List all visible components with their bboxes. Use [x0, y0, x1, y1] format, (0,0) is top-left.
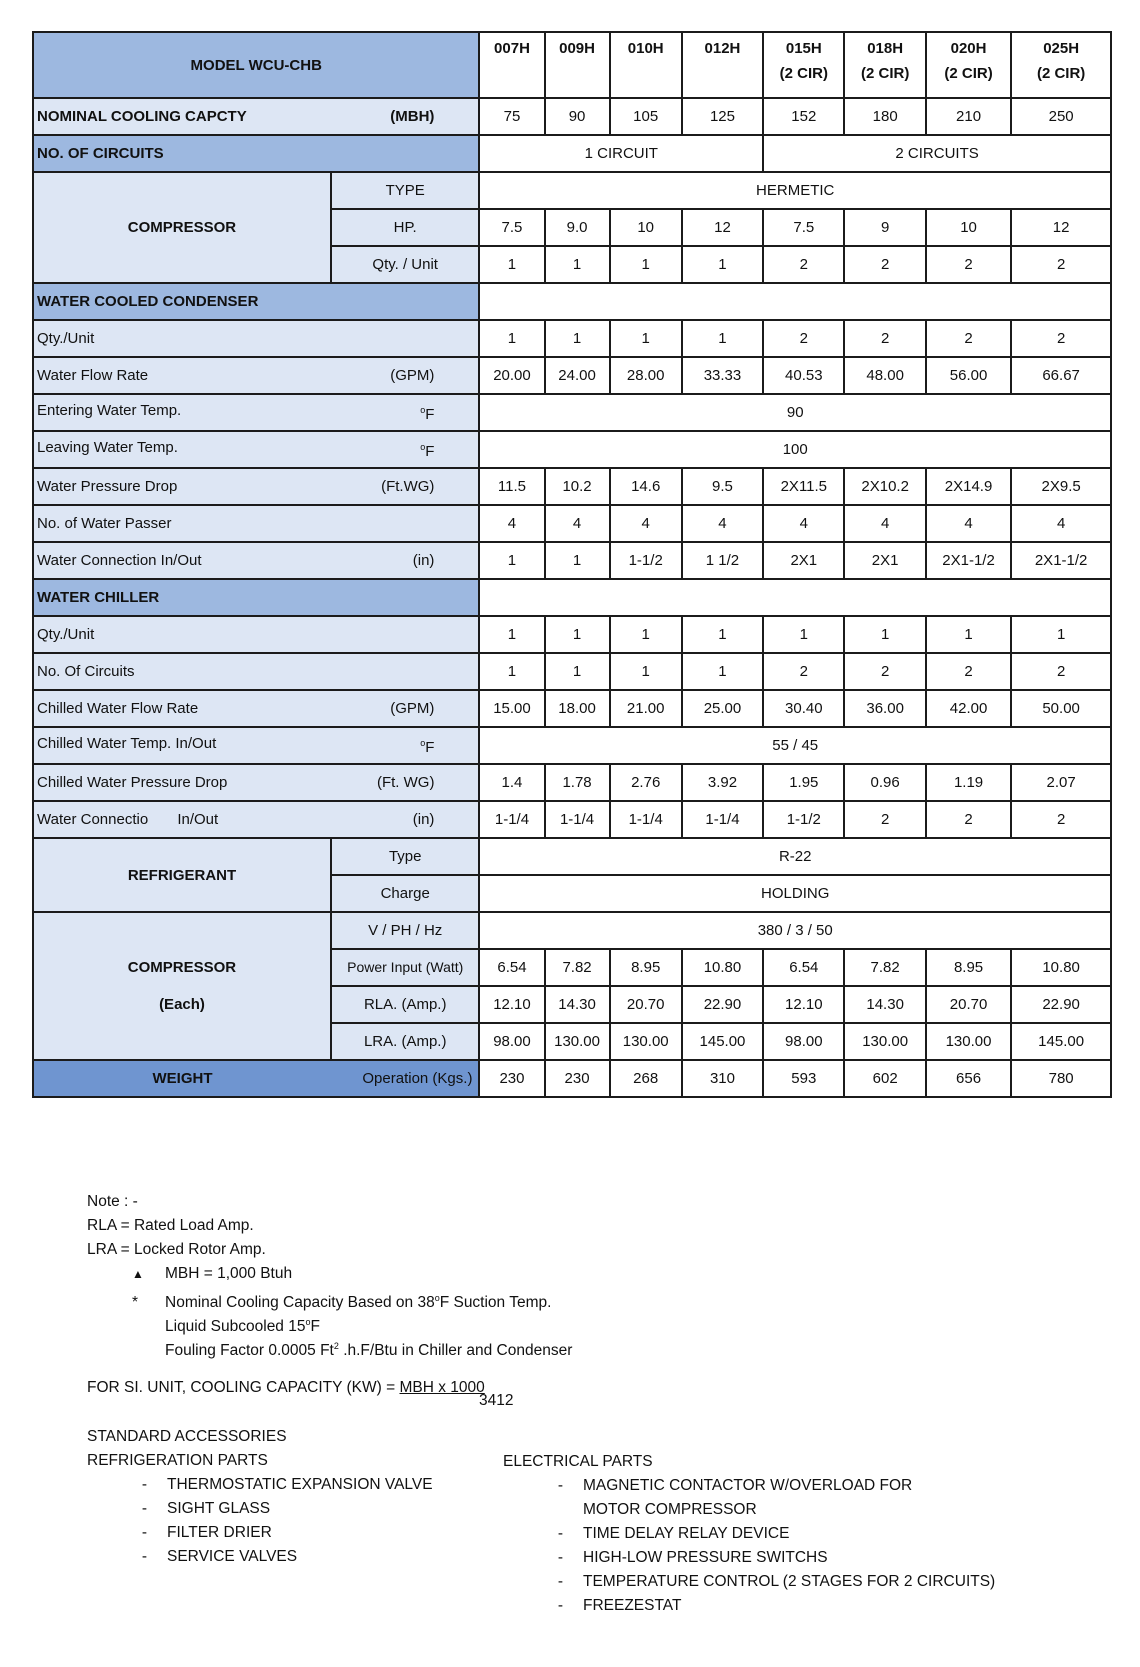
row-label-cell	[33, 764, 479, 801]
value-cell: 1	[682, 320, 763, 357]
value-cell: HOLDING	[479, 875, 1111, 912]
value-cell: 1	[479, 246, 544, 283]
model-code: 018H	[867, 40, 904, 57]
value-cell: 2	[926, 801, 1011, 838]
value-cell: 7.82	[545, 949, 610, 986]
value-cell: 4	[545, 505, 610, 542]
value-cell: 42.00	[926, 690, 1011, 727]
value-cell: 1 1/2	[682, 542, 763, 579]
row-unit: $^o$F	[420, 738, 435, 756]
value-cell: 66.67	[1011, 357, 1111, 394]
value-cell: 33.33	[682, 357, 763, 394]
value-cell: 1	[1011, 616, 1111, 653]
si-denominator: 3412	[479, 1392, 514, 1409]
value-cell: 130.00	[545, 1023, 610, 1060]
note-nominal: * Nominal Cooling Capacity Based on 38$^o$F Suction Temp.	[87, 1286, 1087, 1310]
model-header	[682, 32, 763, 98]
table-row	[33, 357, 1111, 394]
value-cell: 6.54	[763, 949, 844, 986]
value-cell: 1	[844, 616, 925, 653]
value-cell: 9.5	[682, 468, 763, 505]
list-item: - MAGNETIC CONTACTOR W/OVERLOAD FOR	[557, 1477, 913, 1494]
value-cell: 100	[479, 431, 1111, 468]
value-cell: 4	[479, 505, 544, 542]
model-sub: (2 CIR)	[779, 65, 828, 82]
value-cell: 2	[763, 246, 844, 283]
value-cell: 125	[682, 98, 763, 135]
value-cell: 9	[844, 209, 925, 246]
value-cell: 180	[844, 98, 925, 135]
value-cell: 4	[1011, 505, 1111, 542]
row-label: Chilled Water Pressure Drop	[37, 774, 228, 791]
list-item: - SIGHT GLASS	[141, 1500, 271, 1517]
value-cell: 1-1/4	[545, 801, 610, 838]
value-cell: 4	[610, 505, 682, 542]
value-cell: 145.00	[1011, 1023, 1111, 1060]
compressor-type-row	[33, 172, 1111, 209]
value-cell: 98.00	[479, 1023, 544, 1060]
note-lra: LRA = Locked Rotor Amp.	[87, 1241, 266, 1258]
value-cell: 1.78	[545, 764, 610, 801]
table-row	[33, 431, 1111, 468]
value-cell: 15.00	[479, 690, 544, 727]
value-cell: 2	[844, 653, 925, 690]
value-cell: 2	[844, 320, 925, 357]
sub-label: RLA. (Amp.)	[331, 986, 479, 1023]
value-cell: 8.95	[926, 949, 1011, 986]
row-unit: $^o$F	[420, 442, 435, 460]
value-cell: 8.95	[610, 949, 682, 986]
value-cell: 152	[763, 98, 844, 135]
value-cell: 1	[545, 653, 610, 690]
row-label: Entering Water Temp.	[37, 402, 182, 419]
value-cell: 130.00	[610, 1023, 682, 1060]
value-cell: 602	[844, 1060, 925, 1097]
value-cell: 593	[763, 1060, 844, 1097]
model-sub: (2 CIR)	[944, 65, 993, 82]
value-cell: 2	[926, 653, 1011, 690]
value-cell: 36.00	[844, 690, 925, 727]
value-cell: 55 / 45	[479, 727, 1111, 764]
value-cell: 90	[545, 98, 610, 135]
compressor-group: COMPRESSOR	[33, 172, 331, 283]
value-cell: 20.70	[926, 986, 1011, 1023]
value-cell: 1	[610, 653, 682, 690]
comp-each-vph-row	[33, 912, 1111, 949]
sub-label: TYPE	[331, 172, 479, 209]
row-unit: (MBH)	[390, 108, 435, 125]
value-cell: 1	[479, 542, 544, 579]
nominal-row	[33, 98, 1111, 135]
value-cell: 1	[545, 320, 610, 357]
value-cell: 1	[479, 320, 544, 357]
value-cell: 20.70	[610, 986, 682, 1023]
refrigerant-group: REFRIGERANT	[33, 838, 331, 912]
value-cell: 4	[926, 505, 1011, 542]
value-cell: 1	[682, 616, 763, 653]
model-sub	[480, 59, 543, 89]
row-label-cell	[33, 320, 479, 357]
value-cell: 40.53	[763, 357, 844, 394]
type-value: HERMETIC	[479, 172, 1111, 209]
value-cell: 2	[844, 246, 925, 283]
value-cell: 28.00	[610, 357, 682, 394]
table-row	[33, 394, 1111, 431]
value-cell: 2	[926, 246, 1011, 283]
row-label-cell	[33, 727, 479, 764]
value-cell: 2X1-1/2	[926, 542, 1011, 579]
model-sub	[683, 59, 762, 89]
table-row	[33, 653, 1111, 690]
row-label: Water Pressure Drop	[37, 478, 178, 495]
value-cell: 12	[1011, 209, 1111, 246]
value-cell: 2	[763, 653, 844, 690]
row-label: Qty./Unit	[37, 626, 95, 643]
value-cell: 1	[545, 542, 610, 579]
value-cell: 24.00	[545, 357, 610, 394]
row-label-cell	[33, 653, 479, 690]
value-cell: 7.5	[763, 209, 844, 246]
group-label: COMPRESSOR	[127, 959, 237, 976]
list-item: - TEMPERATURE CONTROL (2 STAGES FOR 2 CIRCUITS)	[557, 1573, 996, 1590]
table-row	[33, 542, 1111, 579]
table-row	[33, 764, 1111, 801]
value-cell: 10	[926, 209, 1011, 246]
value-cell: 1	[610, 320, 682, 357]
table-row	[33, 468, 1111, 505]
row-label: Chilled Water Flow Rate	[37, 700, 199, 717]
value-cell: 310	[682, 1060, 763, 1097]
row-unit: (in)	[412, 811, 435, 828]
value-cell: 1	[545, 616, 610, 653]
row-label-cell	[33, 690, 479, 727]
row-label-cell	[33, 505, 479, 542]
value-cell: 20.00	[479, 357, 544, 394]
row-label: Water Flow Rate	[37, 367, 149, 384]
value-cell: 2X1	[844, 542, 925, 579]
model-title: MODEL WCU-CHB	[33, 32, 479, 98]
model-header	[763, 32, 844, 98]
value-cell: 11.5	[479, 468, 544, 505]
value-cell: 1	[479, 653, 544, 690]
model-header	[1011, 32, 1111, 98]
model-sub: (2 CIR)	[1036, 65, 1086, 82]
value-cell: 14.6	[610, 468, 682, 505]
row-label: Water Connectio In/Out	[37, 811, 219, 828]
triangle-icon: ▲	[132, 1267, 144, 1281]
row-label-cell	[33, 394, 479, 431]
value-cell: 6.54	[479, 949, 544, 986]
condenser-header-row	[33, 283, 1111, 320]
value-cell: 30.40	[763, 690, 844, 727]
value-cell: 4	[844, 505, 925, 542]
row-unit: (Ft. WG)	[376, 774, 435, 791]
value-cell: 2	[926, 320, 1011, 357]
model-code: 020H	[950, 40, 987, 57]
value-cell: 656	[926, 1060, 1011, 1097]
value-cell: 1-1/4	[610, 801, 682, 838]
sub-label: Charge	[331, 875, 479, 912]
condenser-label: WATER COOLED CONDENSER	[33, 283, 479, 320]
header-row	[33, 32, 1111, 98]
weight-label: WEIGHT	[33, 1060, 331, 1097]
sub-label: Power Input (Watt)	[331, 949, 479, 986]
sub-label: Qty. / Unit	[331, 246, 479, 283]
refrigerant-type-row	[33, 838, 1111, 875]
one-circuit: 1 CIRCUIT	[479, 135, 763, 172]
value-cell: 9.0	[545, 209, 610, 246]
value-cell: 4	[763, 505, 844, 542]
model-header	[610, 32, 682, 98]
row-unit: (in)	[412, 552, 435, 569]
value-cell: R-22	[479, 838, 1111, 875]
value-cell: 268	[610, 1060, 682, 1097]
value-cell: 2X10.2	[844, 468, 925, 505]
value-cell: 2	[844, 801, 925, 838]
value-cell: 14.30	[844, 986, 925, 1023]
value-cell: 1-1/2	[610, 542, 682, 579]
list-item: - HIGH-LOW PRESSURE SWITCHS	[557, 1549, 828, 1566]
value-cell: 56.00	[926, 357, 1011, 394]
value-cell: 1	[763, 616, 844, 653]
value-cell: 1	[545, 246, 610, 283]
value-cell: 1	[926, 616, 1011, 653]
table-row	[33, 690, 1111, 727]
model-code: 012H	[704, 40, 741, 57]
value-cell: 2X1	[763, 542, 844, 579]
list-item: - FILTER DRIER	[141, 1524, 272, 1541]
value-cell: 210	[926, 98, 1011, 135]
value-cell: 105	[610, 98, 682, 135]
sub-label: HP.	[331, 209, 479, 246]
row-label: No. Of Circuits	[37, 663, 135, 680]
model-code: 007H	[494, 40, 530, 57]
value-cell: 1.95	[763, 764, 844, 801]
value-cell: 10	[610, 209, 682, 246]
row-label: Water Connection In/Out	[37, 552, 202, 569]
compressor-each-group	[33, 912, 331, 1060]
value-cell: 2	[1011, 320, 1111, 357]
list-item: - FREEZESTAT	[557, 1597, 682, 1614]
row-unit: (Ft.WG)	[381, 478, 435, 495]
model-sub: (2 CIR)	[860, 65, 910, 82]
value-cell: 230	[545, 1060, 610, 1097]
empty-cell	[479, 283, 1111, 320]
list-item: MOTOR COMPRESSOR	[583, 1501, 757, 1518]
spec-table	[32, 31, 1112, 1098]
model-header	[926, 32, 1011, 98]
value-cell: 2	[1011, 246, 1111, 283]
value-cell: 1	[682, 653, 763, 690]
list-item: - SERVICE VALVES	[141, 1548, 298, 1565]
value-cell: 780	[1011, 1060, 1111, 1097]
row-label: Chilled Water Temp. In/Out	[37, 735, 217, 752]
value-cell: 3.92	[682, 764, 763, 801]
electrical-parts	[503, 1450, 1063, 1618]
list-item: - TIME DELAY RELAY DEVICE	[557, 1525, 790, 1542]
circuits-row	[33, 135, 1111, 172]
value-cell: 250	[1011, 98, 1111, 135]
empty-cell	[479, 579, 1111, 616]
model-code: 009H	[559, 40, 595, 57]
note-subcooled: Liquid Subcooled 15$^o$F	[165, 1317, 320, 1336]
row-label-cell	[33, 431, 479, 468]
chiller-header-row	[33, 579, 1111, 616]
row-label-cell	[33, 542, 479, 579]
value-cell: 14.30	[545, 986, 610, 1023]
value-cell: 1	[610, 246, 682, 283]
value-cell: 2X9.5	[1011, 468, 1111, 505]
value-cell: 21.00	[610, 690, 682, 727]
list-item: - THERMOSTATIC EXPANSION VALVE	[141, 1476, 433, 1493]
two-circuits: 2 CIRCUITS	[763, 135, 1111, 172]
value-cell: 12.10	[479, 986, 544, 1023]
weight-row	[33, 1060, 1111, 1097]
model-sub	[611, 59, 681, 89]
row-label-cell	[33, 801, 479, 838]
value-cell: 1-1/2	[763, 801, 844, 838]
value-cell: 130.00	[844, 1023, 925, 1060]
value-cell: 2X14.9	[926, 468, 1011, 505]
si-formula: FOR SI. UNIT, COOLING CAPACITY (KW) = MBH x 1000	[87, 1379, 485, 1396]
value-cell: 10.80	[1011, 949, 1111, 986]
value-cell: 380 / 3 / 50	[479, 912, 1111, 949]
table-row	[33, 616, 1111, 653]
accessories-title: STANDARD ACCESSORIES	[87, 1428, 287, 1445]
note-fouling: Fouling Factor 0.0005 Ft$^2$ .h.F/Btu in Chiller and Condenser	[165, 1341, 573, 1360]
value-cell: 2X11.5	[763, 468, 844, 505]
value-cell: 48.00	[844, 357, 925, 394]
model-header	[479, 32, 544, 98]
group-label-each: (Each)	[159, 996, 205, 1013]
value-cell: 2	[1011, 653, 1111, 690]
sub-label: Type	[331, 838, 479, 875]
asterisk-icon: *	[132, 1294, 139, 1312]
value-cell: 145.00	[682, 1023, 763, 1060]
elec-title: ELECTRICAL PARTS	[503, 1453, 653, 1470]
value-cell: 2X1-1/2	[1011, 542, 1111, 579]
value-cell: 22.90	[682, 986, 763, 1023]
value-cell: 1-1/4	[479, 801, 544, 838]
row-unit: $^o$F	[420, 405, 435, 423]
row-label: Leaving Water Temp.	[37, 439, 178, 456]
model-code: 015H	[785, 40, 822, 57]
row-label: No. of Water Passer	[37, 515, 172, 532]
value-cell: 1.4	[479, 764, 544, 801]
value-cell: 130.00	[926, 1023, 1011, 1060]
row-label-cell	[33, 616, 479, 653]
value-cell: 12.10	[763, 986, 844, 1023]
notes-block	[87, 1190, 1087, 1412]
model-code: 010H	[627, 40, 664, 57]
value-cell: 2	[763, 320, 844, 357]
note-rla: RLA = Rated Load Amp.	[87, 1217, 254, 1234]
value-cell: 7.5	[479, 209, 544, 246]
model-sub	[546, 59, 609, 89]
value-cell: 10.80	[682, 949, 763, 986]
value-cell: 1-1/4	[682, 801, 763, 838]
chiller-label: WATER CHILLER	[33, 579, 479, 616]
table-row	[33, 727, 1111, 764]
model-code: 025H	[1043, 40, 1080, 57]
row-unit: (GPM)	[390, 700, 435, 717]
value-cell: 98.00	[763, 1023, 844, 1060]
value-cell: 4	[682, 505, 763, 542]
table-row	[33, 505, 1111, 542]
value-cell: 18.00	[545, 690, 610, 727]
model-header	[844, 32, 925, 98]
circuits-label: NO. OF CIRCUITS	[33, 135, 479, 172]
value-cell: 50.00	[1011, 690, 1111, 727]
row-label-cell	[33, 357, 479, 394]
table-row	[33, 320, 1111, 357]
sub-label: V / PH / Hz	[331, 912, 479, 949]
value-cell: 230	[479, 1060, 544, 1097]
weight-sub: Operation (Kgs.)	[331, 1060, 479, 1097]
table-row	[33, 801, 1111, 838]
refrigeration-parts	[87, 1425, 507, 1569]
value-cell: 75	[479, 98, 544, 135]
row-label: Qty./Unit	[37, 330, 95, 347]
si-numerator: MBH x 1000	[399, 1379, 485, 1396]
note-head: Note : -	[87, 1193, 138, 1210]
value-cell: 12	[682, 209, 763, 246]
value-cell: 1	[610, 616, 682, 653]
value-cell: 1	[479, 616, 544, 653]
value-cell: 2.76	[610, 764, 682, 801]
note-mbh: ▲ MBH = 1,000 Btuh	[87, 1262, 1087, 1286]
value-cell: 2	[1011, 801, 1111, 838]
sub-label: LRA. (Amp.)	[331, 1023, 479, 1060]
value-cell: 1	[682, 246, 763, 283]
model-header	[545, 32, 610, 98]
nominal-label	[33, 98, 479, 135]
value-cell: 10.2	[545, 468, 610, 505]
value-cell: 22.90	[1011, 986, 1111, 1023]
refrig-title: REFRIGERATION PARTS	[87, 1452, 268, 1469]
row-label: NOMINAL COOLING CAPCTY	[37, 108, 247, 125]
row-unit: (GPM)	[390, 367, 435, 384]
value-cell: 2.07	[1011, 764, 1111, 801]
value-cell: 0.96	[844, 764, 925, 801]
value-cell: 1.19	[926, 764, 1011, 801]
value-cell: 90	[479, 394, 1111, 431]
value-cell: 7.82	[844, 949, 925, 986]
row-label-cell	[33, 468, 479, 505]
value-cell: 25.00	[682, 690, 763, 727]
